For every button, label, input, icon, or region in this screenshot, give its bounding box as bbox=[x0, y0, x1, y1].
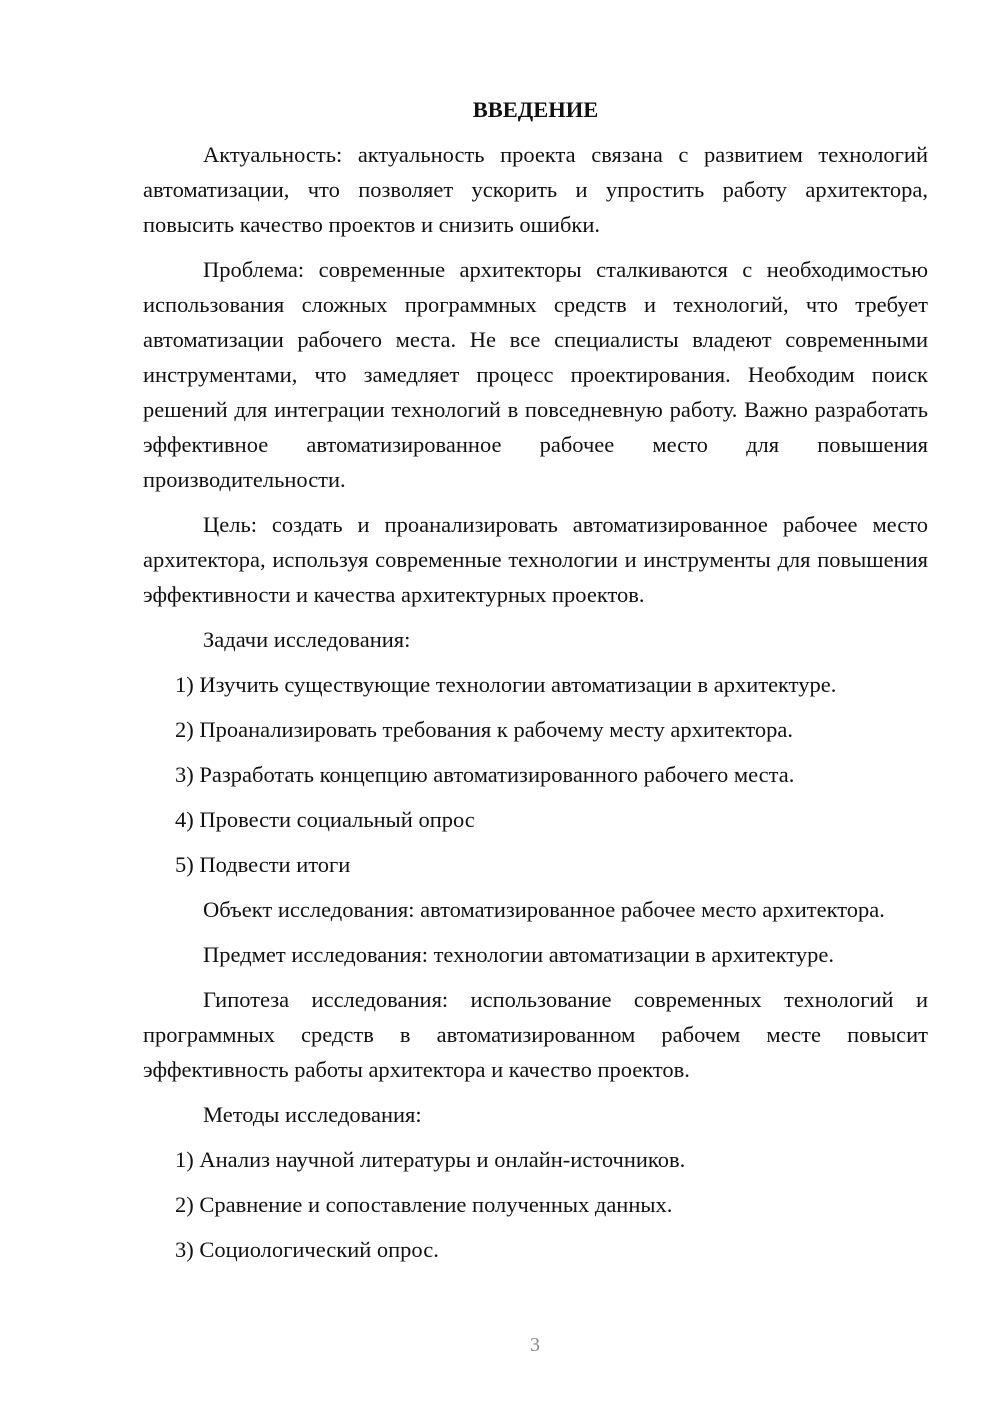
task-item: 1) Изучить существующие технологии автоматизации в архитектуре. bbox=[175, 672, 837, 697]
section-title: ВВЕДЕНИЕ bbox=[472, 97, 599, 122]
task-item: 5) Подвести итоги bbox=[175, 852, 351, 877]
page-number: 3 bbox=[530, 1334, 540, 1356]
method-item: 2) Сравнение и сопоставление полученных данных. bbox=[175, 1192, 673, 1217]
document-body bbox=[143, 92, 928, 1277]
method-item: 1) Анализ научной литературы и онлайн-источников. bbox=[175, 1147, 686, 1172]
task-item: 3) Разработать концепцию автоматизированного рабочего места. bbox=[175, 762, 795, 787]
methods-list bbox=[143, 1142, 928, 1267]
method-item: 3) Социологический опрос. bbox=[175, 1237, 439, 1262]
tasks-heading: Задачи исследования: bbox=[203, 627, 411, 652]
relevance-paragraph: Актуальность: актуальность проекта связана с развитием технологий автоматизации, что позволяет ускорить и упростить работу архитектора, повысить качество проектов и снизить ошибки. bbox=[143, 142, 928, 237]
hypothesis-paragraph: Гипотеза исследования: использование современных технологий и программных средств в автоматизированном рабочем месте повысит эффективность работы архитектора и качество проектов. bbox=[143, 987, 928, 1082]
task-item: 2) Проанализировать требования к рабочему месту архитектора. bbox=[175, 717, 794, 742]
tasks-list bbox=[143, 667, 928, 882]
goal-paragraph: Цель: создать и проанализировать автоматизированное рабочее место архитектора, используя современные технологии и инструменты для повышения эффективности и качества архитектурных проектов. bbox=[143, 512, 928, 607]
task-item: 4) Провести социальный опрос bbox=[175, 807, 475, 832]
methods-heading: Методы исследования: bbox=[203, 1102, 422, 1127]
object-paragraph: Объект исследования: автоматизированное рабочее место архитектора. bbox=[203, 897, 885, 922]
problem-paragraph: Проблема: современные архитекторы сталкиваются с необходимостью использования сложных программных средств и технологий, что требует автоматизации рабочего места. Не все специалисты владеют современными инструментами, что замедляет процесс проектирования. Необходим поиск решений для интеграции технологий в повседневную работу. Важно разработать эффективное автоматизированное рабочее место для повышения производительности. bbox=[143, 257, 928, 492]
subject-paragraph: Предмет исследования: технологии автоматизации в архитектуре. bbox=[203, 942, 835, 967]
